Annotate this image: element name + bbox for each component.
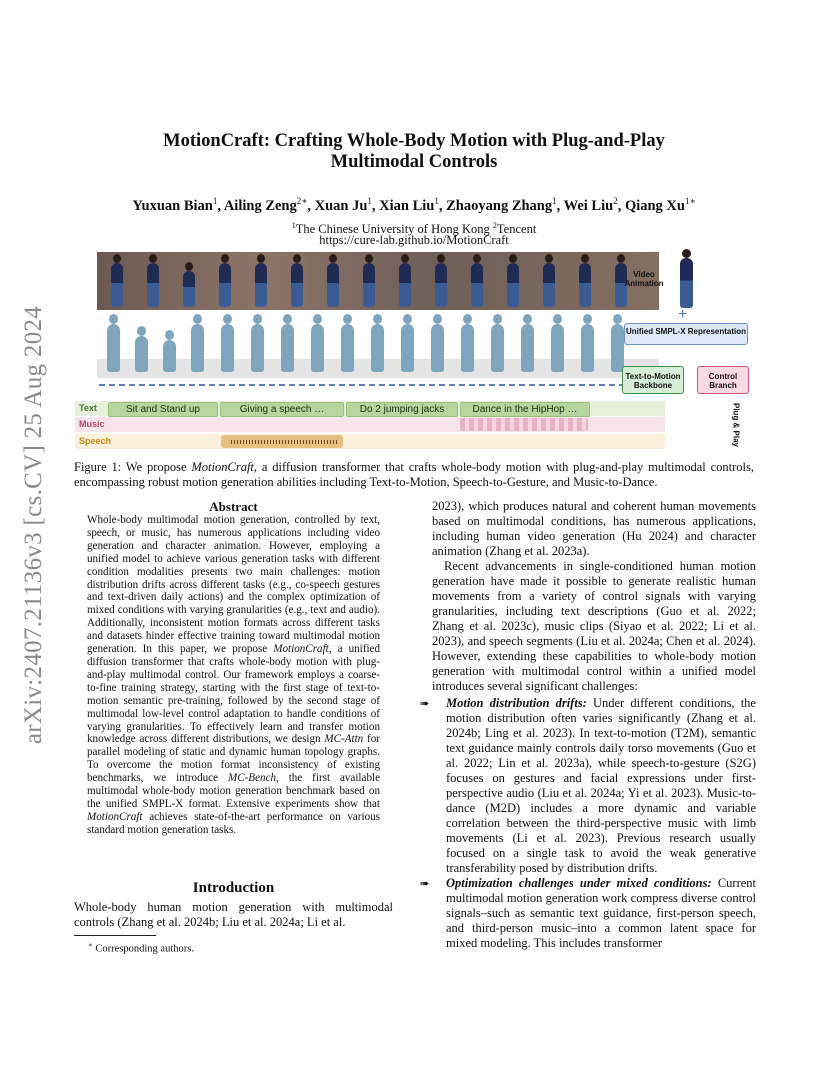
plus-icon: + (678, 306, 688, 323)
author: Yuxuan Bian$^1$, (132, 196, 224, 214)
person-frame (291, 263, 303, 307)
person-frame (579, 263, 591, 307)
speech-waveform-chip (221, 435, 343, 448)
person-frame (471, 263, 483, 307)
arrow-bullet-icon: ➠ (420, 697, 430, 710)
row-label: Music (79, 419, 105, 429)
author: Xian Liu$^1$, (379, 196, 447, 214)
author: Ailing Zeng$^{2∗}$, (223, 196, 315, 214)
figure-1 (75, 250, 755, 455)
mesh-body (371, 324, 384, 372)
mesh-body (461, 324, 474, 372)
person-frame (327, 263, 339, 307)
person-frame (435, 263, 447, 307)
text-chip: Giving a speech … (220, 402, 344, 417)
mesh-body (191, 324, 204, 372)
speech-condition-row (75, 434, 665, 449)
person-frame (507, 263, 519, 307)
bullet-item: ➠ Motion distribution drifts: Under different conditions, the motion distribution often varies significantly (Zhang et al. 2024b; Ling et al. 2023). In text-to-motion (T2M), semantic text guidance mainly controls daily torso movements (Guo et al. 2022; Lin et al. 2023a), while speech-to-gesture (S2G) focuses on gestures and facial expressions under first-perspective audio (Liu et al. 2024a; Yi et al. 2023). Music-to-dance (M2D) includes a more dynamic and variable correlation between the third-perspective music with limb movements (Li et al. 2023). Previous research usually focused on a single task to avoid the weak generative transferability posed by distribution drifts. (420, 696, 756, 875)
arrow-bullet-icon: ➠ (420, 877, 430, 890)
mesh-body (341, 324, 354, 372)
mesh-body (551, 324, 564, 372)
mesh-body (221, 324, 234, 372)
figure-caption: Figure 1: We propose MotionCraft, a diffusion transformer that crafts whole-body motion with plug-and-play multimodal controls, encompassing robust motion generation abilities including Text-to-Motion, Speech-to-Gesture, and Music-to-Dance. (74, 460, 754, 489)
row-label: Text (79, 403, 97, 413)
person-frame (543, 263, 555, 307)
author: Wei Liu$^2$, (563, 196, 625, 214)
abstract-heading: Abstract (209, 499, 258, 514)
footnote-rule (74, 935, 156, 936)
person-frame (219, 263, 231, 307)
arxiv-id: arXiv:2407.21136v3 [cs.CV] 25 Aug 2024 (20, 305, 47, 745)
person-frame (255, 263, 267, 307)
author: Xuan Ju$^1$, (314, 196, 380, 214)
introduction-heading: Introduction (192, 880, 275, 896)
control-branch-box: Control Branch (697, 366, 749, 394)
footnote: ∗ Corresponding authors. (88, 941, 194, 955)
mesh-body (521, 324, 534, 372)
mesh-body (581, 324, 594, 372)
plug-play-label: Plug & Play (731, 402, 741, 447)
mesh-body (281, 324, 294, 372)
author-list (74, 192, 754, 215)
mesh-body (611, 324, 624, 372)
mesh-body (251, 324, 264, 372)
video-frames-strip (97, 252, 659, 310)
text-chip: Sit and Stand up (108, 402, 218, 417)
paragraph: 2023), which produces natural and coherent human movements based on multimodal conditions, has numerous applications, including human video generation (Hu 2024) and character animation (Zhang et al. 2023a). (432, 499, 756, 558)
text-chip: Dance in the HipHop … (460, 402, 590, 417)
music-notes-chip (460, 418, 588, 431)
animated-person (680, 258, 693, 308)
person-frame (147, 263, 159, 307)
t2m-backbone-box: Text-to-Motion Backbone (622, 366, 684, 394)
mesh-body (135, 336, 148, 372)
right-column (420, 499, 757, 951)
mesh-body (491, 324, 504, 372)
mesh-body (107, 324, 120, 372)
mesh-body (401, 324, 414, 372)
affiliations: $^1$The Chinese University of Hong Kong $^2$Tencent (291, 221, 537, 237)
row-label: Speech (79, 436, 112, 446)
paper-title (74, 131, 754, 173)
timeline-arrow (99, 384, 655, 386)
person-frame (111, 263, 123, 307)
intro-text: Whole-body human motion generation with multimodal controls (Zhang et al. 2024b; Liu et al. 2024a; Li et al. (74, 900, 393, 929)
abstract-text: Whole-body multimodal motion generation, controlled by text, speech, or music, has numerous applications including video generation and character animation. However, employing a unified model to achieve various generation tasks with different condition modalities presents two main challenges: motion distribution drifts across different tasks (e.g., co-speech gestures and text-driven daily actions) and the complex optimization of mixed conditions with varying granularities (e.g., text and audio). Additionally, inconsistent motion formats across different tasks and datasets hinder effective training toward multimodal motion generation. In this paper, we propose MotionCraft, a unified diffusion transformer that crafts whole-body motion with plug-and-play multimodal control. Our framework employs a coarse-to-fine training strategy, starting with the first stage of text-to-motion semantic pre-training, followed by the second stage of multimodal low-level control adaptation to handle conditions of varying granularities. To effectively learn and transfer motion knowledge across different distributions, we design MC-Attn for parallel modeling of static and dynamic human topology graphs. To overcome the motion format inconsistency of existing benchmarks, we introduce MC-Bench, the first available multimodal whole-body motion generation benchmark based on the unified SMPL-X format. Extensive experiments show that MotionCraft achieves state-of-the-art performance on various standard motion generation tasks. (87, 514, 380, 836)
author: Zhaoyang Zhang$^1$, (446, 196, 564, 214)
person-frame (363, 263, 375, 307)
project-url[interactable]: https://cure-lab.github.io/MotionCraft (319, 233, 509, 247)
music-condition-row (75, 417, 665, 432)
video-animation-label: Video Animation (624, 270, 664, 288)
title-line-2: Multimodal Controls (330, 152, 498, 172)
text-chip: Do 2 jumping jacks (346, 402, 458, 417)
smplx-box: Unified SMPL-X Representation (624, 323, 748, 345)
person-frame (183, 271, 195, 307)
paragraph: Recent advancements in single-conditioned human motion generation have made it possible to generate realistic human movements from a variety of control signals with varying granularities, including text descriptions (Guo et al. 2022; Zhang et al. 2023c), music clips (Siyao et al. 2022; Li et al. 2023), and speech segments (Liu et al. 2024a; Chen et al. 2024). However, extending these capabilities to whole-body motion generation with multimodal control within a unified model introduces several significant challenges: (432, 559, 756, 693)
title-line-1: MotionCraft: Crafting Whole-Body Motion with Plug-and-Play (163, 131, 665, 151)
text-condition-row (75, 401, 665, 416)
mesh-body (311, 324, 324, 372)
bullet-item: ➠ Optimization challenges under mixed conditions: Current multimodal motion generation work compress diverse control signals–such as semantic text guidance, first-person speech, and third-person music–into a common latent space for mixed modeling. This includes transformer (420, 876, 757, 950)
mesh-body (163, 340, 176, 372)
author: Qiang $Xu^{1∗}$ (624, 196, 696, 214)
smplx-mesh-strip (97, 314, 659, 378)
arxiv-sidebar (14, 290, 54, 760)
mesh-body (431, 324, 444, 372)
person-frame (399, 263, 411, 307)
